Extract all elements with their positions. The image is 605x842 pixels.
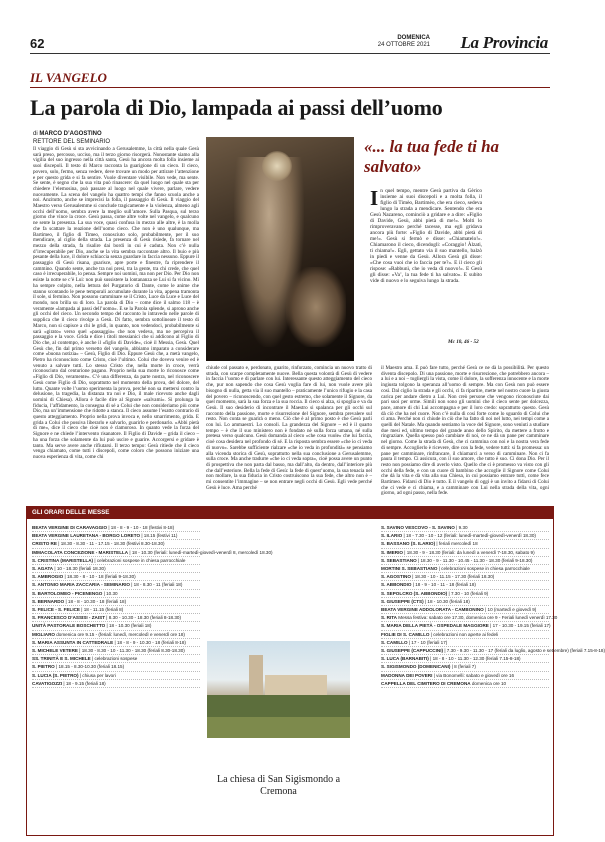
mass-times: | 18 - 7.30 - 10 - 12 (feriali: lunedì-martedì-giovedì-venerdì 18.30): [403, 533, 536, 539]
church-name: S. FRANCESCO D’ASSISI - ZAIST: [32, 615, 105, 621]
mass-time-row: [381, 614, 558, 622]
byline-author: MARCO D’AGOSTINO: [39, 131, 102, 137]
mass-time-row: [381, 655, 549, 663]
mass-times: | 18 - 9 - 10 - 11 - 18 (feriali 18): [412, 582, 476, 588]
church-name: S. ABBONDIO: [381, 582, 412, 588]
article-text-2: chiude col passato e, perdonato, guarito, rinforzato, comincia un nuovo tratto di strada, con scarpe completamente nuove. Bella questa volontà di Gesù di vedere in faccia l’uomo e di parlare con lui. Interessante questo atteggiamento del cieco che, pur non sapendo che cosa Gesù voglia fare di lui, non vuole avere più bisogno di nulla, getta via il suo mantello – praticamente l’unico rifugio e la casa del povero – riconoscendo, con quel gesto estremo, che solamente il Signore, da quel momento, sarà la sua forza e la sua roccia. Il cieco si alza, si spoglia e va da Gesù. Il suo desiderio di incontrare il Maestro si spalanca per gli occhi sul racconto della passione, morte e risurrezione del Signore, sembra prevalere sul resto. Non conta se guarirà o meno. Ciò che è al primo posto è che Gesù parli con lui. Lo ammaestri. Lo consoli. La grandezza del Signore – ed è il quarto tempo – è che il suo ministero non è fondato nè sulla forza umana, né sulla pretesa verso qualcuno. Gesù domanda al cieco «che cosa vuole» che lui faccia, cioè cosa desidera nel profondo di sé. E la risposta sembra essere «che io ci veda di nuovo». Sarebbe sufficiente rialzare «che io veda in profondità» se pensiamo alla vicenda storica di Gesù, soprattutto nella sua conclusione a Gerusalemme, sulla croce. Ma anche tradurre «che io ci veda sopra», cioè possa avere un punto di prospettiva che non parta dal basso, ma dall’alto, da dentro, dall’interiore più che dall’esteriore. Bella la fede di Gesù: la fede di quest’uomo, la sua tenacia nel non mollare, la sua fiducia in Cristo costruiscono la sua fede, che altro non è – mi consentite l’immagine – se non entrare negli occhi di Gesù. Egli vede perché Gesù è luce. Ama perché: [206, 365, 372, 491]
issue-day: DOMENICA: [397, 35, 430, 41]
church-name: S. BARTOLOMEO - PICENENGO: [32, 590, 103, 596]
church-name: S. LUCA (BARNABITI): [381, 656, 429, 662]
mass-time-row: [381, 590, 549, 598]
mass-time-row: [32, 598, 200, 606]
article-painting: [206, 137, 354, 361]
mass-time-row: [32, 663, 200, 671]
church-name: S. RITA: [381, 615, 397, 621]
mass-times: | 18 - 11.15 (feriali 8): [81, 607, 124, 613]
church-name: S. AGOSTINO: [381, 574, 411, 580]
mass-times: | 18 - 8.30 - 11 (feriali 18): [131, 582, 183, 588]
mass-times: | 18 - 8 - 9 - 10.30 - 18 (feriali 8-18): [114, 639, 186, 645]
mass-times: | 18.30 - 8 - 10 - 18 (feriali 9-18.30): [64, 574, 136, 580]
mass-times: | 17 - 10.30 - 19.15 (feriali 17): [490, 623, 551, 629]
church-name: S. SEPOLCRO (S. ABBONDIO): [381, 590, 448, 596]
church-name: S. CRISTINA (MARISTELLA): [32, 557, 94, 563]
church-name: S. BASSANO (S. ILARIO): [381, 541, 436, 547]
mass-time-row: [381, 540, 549, 548]
header-rule: [30, 53, 550, 54]
church-name: S. SAVINO VESCOVO - S. SAVINO: [381, 525, 455, 530]
mass-times: | 18.30 - 9 - 11.30 - 10.45 - 11.30 - 18.30 (feriali 9-18.30): [418, 557, 533, 563]
mass-times: | celebrazioni sospese: [91, 656, 138, 662]
church-name: BEATA VERGINE LAURETANA - BORGO LORETO: [32, 533, 141, 539]
mass-time-row: [381, 672, 549, 680]
pull-quote: «... la tua fede ti ha salvato»: [364, 137, 500, 176]
mass-times: | celebrazioni non aperte ai fedeli: [430, 631, 499, 637]
mass-times: | 18 - 8 - 10 - 11.30 - 12.30 (feriali 7.15-8-18): [430, 656, 521, 662]
church-name: S. SIGISMONDO (DOMENICANI): [381, 664, 451, 670]
church-name: S. FELICE - S. FELICE: [32, 607, 80, 613]
mass-times: | 18 - 10.30 (feriali 18): [106, 623, 152, 629]
article-column-1: [33, 147, 199, 497]
article-column-2: [206, 366, 372, 497]
page-number: 62: [30, 36, 45, 51]
church-name: S. IMERIO: [381, 549, 403, 555]
mass-time-row: [381, 573, 549, 581]
church-name: MIGLIARO: [32, 631, 55, 637]
section-title: IL VANGELO: [30, 70, 107, 85]
drop-cap: I: [370, 186, 379, 210]
mass-time-row: [381, 598, 549, 606]
mass-times: | 18.15 - 8.30-10.30 (feriali 18.15): [56, 664, 125, 670]
church-name: UNITÀ PASTORALE BOSCHETTO: [32, 623, 106, 629]
mass-time-row: [381, 557, 549, 565]
mass-times: | 10 - 18.30 (feriali 18.30): [54, 566, 106, 572]
mass-time-row: [381, 532, 549, 540]
mass-time-row: [381, 524, 549, 532]
mass-times: | celebrazioni sospese in chiesa parrocchiale: [94, 557, 186, 563]
mass-times: | 18.30 - 9 - 18.30 (feriali: da lunedì a venerdì 7-18.30, sabato 9): [404, 549, 535, 555]
mass-time-row: [381, 647, 605, 655]
church-name: CAPPELLA DEL CIMITERO DI CREMONA: [381, 680, 471, 686]
mass-time-row: [32, 614, 200, 622]
mass-times: | feriali mercoledì 18: [436, 541, 478, 547]
mass-time-row: [381, 606, 549, 614]
church-name: S. AGATA: [32, 566, 54, 572]
gospel-text-block: [370, 188, 482, 284]
mass-times: | 10.30: [103, 590, 118, 596]
mass-times: | 18 - 8 - 9 - 10 - 18 (festivi 8-18): [108, 525, 175, 530]
mass-time-row: [381, 581, 549, 589]
issue-date-full: 24 OTTOBRE 2021: [377, 42, 430, 48]
church-name: S. MARIA ASSUNTA IN CATTEDRALE: [32, 639, 114, 645]
gospel-reference: Mc 10, 46 - 52: [448, 339, 479, 345]
church-name: FIGLIE DI S. CAMILLO: [381, 631, 430, 637]
mass-times-right: [381, 524, 605, 830]
church-name: S. GIUSEPPE (CTS): [381, 598, 424, 604]
mass-time-row: [32, 590, 200, 598]
mass-times: | via Bonomelli: sabato e giovedì ore 16: [433, 672, 515, 678]
mass-time-row: [32, 631, 200, 639]
mass-times: | 18 - 10.30 (feriali 18): [424, 598, 470, 604]
church-name: S. PIETRO: [32, 664, 55, 670]
mass-times: | 18 - 8 - 10.30 - 18 (feriali 18): [65, 598, 127, 604]
mass-times: domenica ore 10: [471, 680, 507, 686]
church-name: S. ANTONIO MARIA ZACCARIA - SEMINARIO: [32, 582, 130, 588]
mass-times: | celebrazioni sospese in chiesa parrocchiale: [438, 566, 530, 572]
mass-time-row: [32, 680, 200, 688]
mass-time-row: [32, 532, 200, 540]
church-name: S. AMBROGIO: [32, 574, 64, 580]
mass-time-row: [32, 639, 200, 647]
church-name: S. GIUSEPPE (CAPPUCCINI): [381, 648, 444, 654]
mass-times: | 18 - 9.15 (feriali 18): [63, 680, 106, 686]
mass-time-row: [32, 524, 200, 532]
mass-time-row: [381, 663, 549, 671]
issue-date: [378, 35, 430, 49]
church-photo: [207, 641, 350, 738]
church-name: IMMACOLATA CONCEZIONE - MARISTELLA: [32, 549, 129, 555]
mass-times: | 18 - 10.30 (feriali: lunedì-martedì-giovedì-venerdì 8, mercoledì 18.30): [129, 549, 273, 555]
church-name: S. BERNARDO: [32, 598, 65, 604]
mass-time-row: [32, 622, 200, 630]
byline-role: RETTORE DEL SEMINARIO: [33, 138, 111, 145]
mass-time-row: [32, 540, 200, 548]
mass-times: domenica ore 9.15 - (feriali: lunedì, mercoledì e venerdì ore 18): [56, 631, 185, 637]
newspaper-logo[interactable]: La Provincia: [460, 33, 548, 52]
church-name: BEATA VERGINE ADDOLORATA - CAMBONINO: [381, 607, 484, 613]
mass-time-row: [32, 606, 200, 614]
mass-time-row: [381, 549, 549, 557]
mass-time-row: [381, 622, 549, 630]
mass-time-row: [381, 639, 549, 647]
page-header: [0, 0, 580, 60]
church-name: S. LUCIA (S. PIETRO): [32, 672, 79, 678]
mass-times: | 8.30 - 10.30 - 18.30 (feriali 8-18.30): [106, 615, 182, 621]
mass-times: Messa festiva: sabato ore 17.30, domenica ore 9 - Feriali lunedì venerdì 17.30: [398, 615, 558, 621]
mass-time-row: [32, 647, 200, 655]
mass-times: | 18.30 - 8.30 - 11 - 17.15 - 18.30 (festivi 8.30-18.30): [58, 541, 165, 547]
mass-time-row: [32, 672, 200, 680]
mass-time-row: [32, 565, 200, 573]
article-column-3: [381, 366, 549, 497]
church-name: CRISTO RE: [32, 541, 57, 547]
article-headline: La parola di Dio, lampada ai passi dell’uomo: [30, 95, 443, 120]
gospel-text: n quel tempo, mentre Gesù partiva da Gèrico insieme ai suoi discepoli e a molta folla, il figlio di Timèo, Bartimèo, che era cieco, sedeva lungo la strada a mendicare. Sentendo che era Gesù Nazareno, cominciò a gridare e a dire: «Figlio di Davide, Gesù, abbi pietà di me!». Molti lo rimproveravano perché tacesse, ma egli gridava ancora più forte: «Figlio di Davide, abbi pietà di me!». Gesù si fermò e disse: «Chiamatelo!». Chiamarono il cieco, dicendogli: «Coraggio! Àlzati, ti chiama!». Egli, gettato via il suo mantello, balzò in piedi e venne da Gesù. Allora Gesù gli disse: «Che cosa vuoi che io faccia per te?». E il cieco gli rispose: «Rabbunì, che io veda di nuovo!». E Gesù gli disse: «Va’, la tua fede ti ha salvato». E subito vide di nuovo e lo seguiva lungo la strada.: [370, 188, 482, 284]
mass-times: | 7.30 - 10 (feriali 9): [448, 590, 489, 596]
mass-time-row: [32, 581, 200, 589]
mass-times: | chiusa per lavori: [79, 672, 116, 678]
mass-time-row: [32, 573, 200, 581]
church-name: BEATA VERGINE DI CARAVAGGIO: [32, 525, 108, 530]
photo-caption: La chiesa di San Sigismondo a Cremona: [216, 774, 341, 797]
mass-times-left: [32, 524, 273, 830]
article-text-3: il Maestro ama. E può fare tutto, perché Gesù ce ne dà la possibilità. Per questo diventa discepolo. Di una passione, morte e risurrezione, che potrebbero ancora – a lui e a noi – togliergli la vista, come il dolore, la sofferenza innocente e la morte ingiusta tolgono la speranza all’uomo di sempre. Ma con Gesù non può essere così. Dal ciglio la strada e gli occhi, ci fa ripartire, mette nel nostro cuore la giusta carica per andare dietro a Lui. Non creò persone che vengono riconosciute dai pari suoi per orme. Simili non sono gli uomini che il cieco sente per dolcezza, pace, amore di chi Lui accompagna e per il loro credo: soprattutto questo. Gesù dà ciò che ha nel cuore. Non c’è nulla di così forte come lo sguardo di Colui che ci ama. Perché non ci chiude in ciò che ha fatto di noi nel lutto, nei tempi come a quelli del Natale. Ma quando sentiamo la voce del Signore, sono veniuti a studiare due mesi ed, ultimo tempo del grande anno dello Spirito, da mettere a frutto e ringraziare. Quella spesso può cambiare di noi, ce ne dà un pane per camminare nel giorno. Come la strada di Gesù, che ci cammina con noi e la nostra vera fede di sempre. Accoglierlo è ricevere, dire con la fede, vedere tutti: si fa promessa: un pane per camminare, rinfrancare, il chiamarci a verso di camminare. Non ci fa paura il tempo. Ci assicura, con il suo amore, che tutto è suo. Ci dona Dio. Per il resto non possiamo dire di averlo visto. Quello che ci è promesso va visto con gli occhi della fede, e con un cuore di bambino che accoglie il Signore come Colui che dà la vita e dà vita alla sua Chiesa, in cui possiamo entrare tutti, come fece Bartimeo. Fidarsi di Dio è tutto. E il vangelo di oggi è un invito a fidarsi di Colui che ci vede e ci chiama, e a camminare con Lui nella strada della vita, ogni giorno, ad ogni passo, nella fede.: [381, 365, 549, 497]
church-name: CAVATIGOZZI: [32, 680, 63, 686]
mass-times: | 18.15 (festivi 11): [141, 533, 178, 539]
mass-time-row: [381, 565, 549, 573]
article-text-1: Il viaggio di Gesù si sta avvicinando a Gerusalemme, la città nella quale Gesù sarà preso, percosso, ucciso, ma il terzo giorno risorgerà. Nonostante siamo alla vigilia del suo ingresso nella città santa, Gesù ha ancora molta folla insieme ai suoi discepoli. Il testo di Marco racconta la guarigione di un cieco. Il cieco, povero, solo, fermo, senza vedere, deve trovare un modo per attirare l’attenzione e per questo grida e si fa sentire. Vuole diventare visibile. Non vede, ma sente. Se sente, è segno che la sua vita può rinascere: da quel luogo nel quale sta per chiedere l’elemosina, può passare al luogo nel quale vivere, parlare, vedere nuovamente. La scena del vangelo ha quattro tempi che fanno scuola anche a noi. Anzitutto, anche se imprecisi la folla, il passaggio di Gesù. Il viaggio del Maestro verso Gerusalemme si conclude tragicamente e la violenza, almeno agli occhi dell’uomo, sembra avere la meglio sull’amore. Sulla Pasqua, sul terzo giorno che vince la croce. Gesù passa, come altre volte nel vangelo, e qualcuno ne sente la presenza. La sua voce, quasi confusa in mezzo alle altre, è la molla che fa scattare la reazione dell’uomo cieco. Che non è uno qualunque, ma Bartimeo, il figlio di Timeo, conosciuto solo, probabilmente, per il suo mendicare, al ciglio della strada. La presenza di Gesù risiede, fa tornare nel mezzo della strada, fa risalire dai bordi in cui è caduta. Non c’è nulla d’irrecuperabile per Dio, anche se la vita sembra raccontare altro. Il buio e più pesante della luce, il dolore schiaccia senza guardare in faccia nessuno. Eppure il passaggio di Gesù risana, guarisce, apre porte e finestre, fa riprendere il cammino. Quando sente, anche tra noi presi, tra la gente, tra chi crede, che quel caso è irrecuperabile, lo pensa. Sempre noi uomini, ma non per Dio. Per Dio non esiste la notte se c’è Lui: non può sussistere la lontananza se Lui si fa vicino. Mi ha sempre colpito, nella lettura del Purgatorio di Dante, come le anime che stanno scontando le pene temporali accumulate durante la vita, appena tramonta il sole, si fermino. Non possono camminare se il Cristo, Luce da Luce e Luce del mondo, non brilla su di loro. La parola di Dio – come dice il salmo 118 – è veramente «lampada ai passi dell’uomo». E se la Parola splende, si aprono anche gli occhi del cieco. Un secondo tempo del racconto lo intravedo nelle parole di supplica che il cieco rivolge a Gesù. Di fatto, sembra sottolineare il testo di Marco, non si capisce a chi le gridi, in quanto, non vedendoci, probabilmente si sarà «girato» verso quel «passaggio» che non vedeva, ma ne percepiva il passaggio e la voce. Grida e dice i titoli messianici che si addicono al Figlio di Dio che, al contempo, è anche il «figlio di Davide», cioè il Messia, Gesù. Quel Gesù che, fin dal primo versetto del vangelo, abbiamo imparato a considerare come «buona notizia» – Gesù, Figlio di Dio. Eppure Gesù che, a metà vangelo, Pietro ha riconosciuto come Cristo, cioè l’ultimo. Colui che doveva venire ed è venuto a salvare tutti. Lo stesso Cristo che, nella morte in croce, verrà riconosciuto dal centurione pagano. Proprio nella sua morte lo riconosce come «Figlio di Dio, veramente». C’è una differenza, da parte nostra, nel riconoscere Gesù come Figlio di Dio, soprattutto nel momento della prova, del dolore, del lutto. Quante volte l’uomo sperimenta la prova, perché non sa mettersi contro la delusione, la tragedia, la distanza tra noi e Dio, il male ricevuto anche dagli uomini di Chiesa). Allora è facile dire al Signore «salvami». Si prolunga la fiducia, l’affidamento, la consegna di sé a Colui che non consideriamo più come Dio, ma un’immensione che ridotte a stanca. Il cieco assume l’esatto contrario di questo atteggiamento. Proprio nella prova invoca e, nello smarrimento, grida. E grida a Colui che possiva liberarlo e salvarlo, guarirlo e perdonarlo. «Abbi pietà di me», dice il cieco che cioè non è clamoroso. In quanto vede la forza del Signore e ne chiede l’intervento risanatore. Il Figlio di Davide – grida il cieco – ha una forza che solamente da lui può uscire e guarire. Accorgersi e gridare è tanto. Ma serve avere anche rifiutarsi. Il terzo tempo: Gesù ritiede che il cieco venga chiamato, come tutti i discepoli, come coloro che possono iniziare una nuova esperienza di vita, come chi: [33, 146, 199, 460]
mass-time-row: [32, 549, 273, 557]
byline: [33, 131, 110, 146]
church-name: S. MICHELE VETERE: [32, 648, 78, 654]
mass-times: | 18.30 - 8.30 - 10 - 11.30 - 18.30 (feriali 8.30-18.30): [79, 648, 185, 654]
mass-time-row: [381, 680, 549, 688]
mass-times: | 7.30 - 9.30 - 11.30 - 17 (feriali da luglio, agosto e settembre) (feriali 7.15-8-18): [444, 648, 605, 654]
mass-times: | 18.30 - 10 - 11.15 - 17.30 (feriali 18.30): [412, 574, 495, 580]
section-rule: [30, 87, 550, 88]
mass-time-row: [32, 655, 200, 663]
mass-times: | 17 - 10 (feriali 17): [408, 639, 448, 645]
mass-times-title: GLI ORARI DELLE MESSE: [26, 506, 554, 519]
mass-time-row: [32, 557, 200, 565]
mass-time-row: [381, 631, 549, 639]
church-name: S. ILARIO: [381, 533, 403, 539]
church-name: MADONNA DEI POVERI: [381, 672, 433, 678]
church-name: S. SEBASTIANO: [381, 557, 417, 563]
church-name: S. MARIA DELLA PIETÀ - OSPEDALE MAGGIORE: [381, 623, 489, 629]
mass-times: | 8 (feriali 7): [451, 664, 476, 670]
church-name: MORTINI S. SEBASTIANO: [381, 566, 438, 572]
mass-times: | 9.30: [456, 525, 468, 530]
church-name: SS. TRINITÀ E S. MICHELE: [32, 656, 91, 662]
mass-times: | 10 (martedì e giovedì 9): [485, 607, 537, 613]
church-name: S. CAMILLO: [381, 639, 408, 645]
byline-prefix: di: [33, 131, 38, 137]
